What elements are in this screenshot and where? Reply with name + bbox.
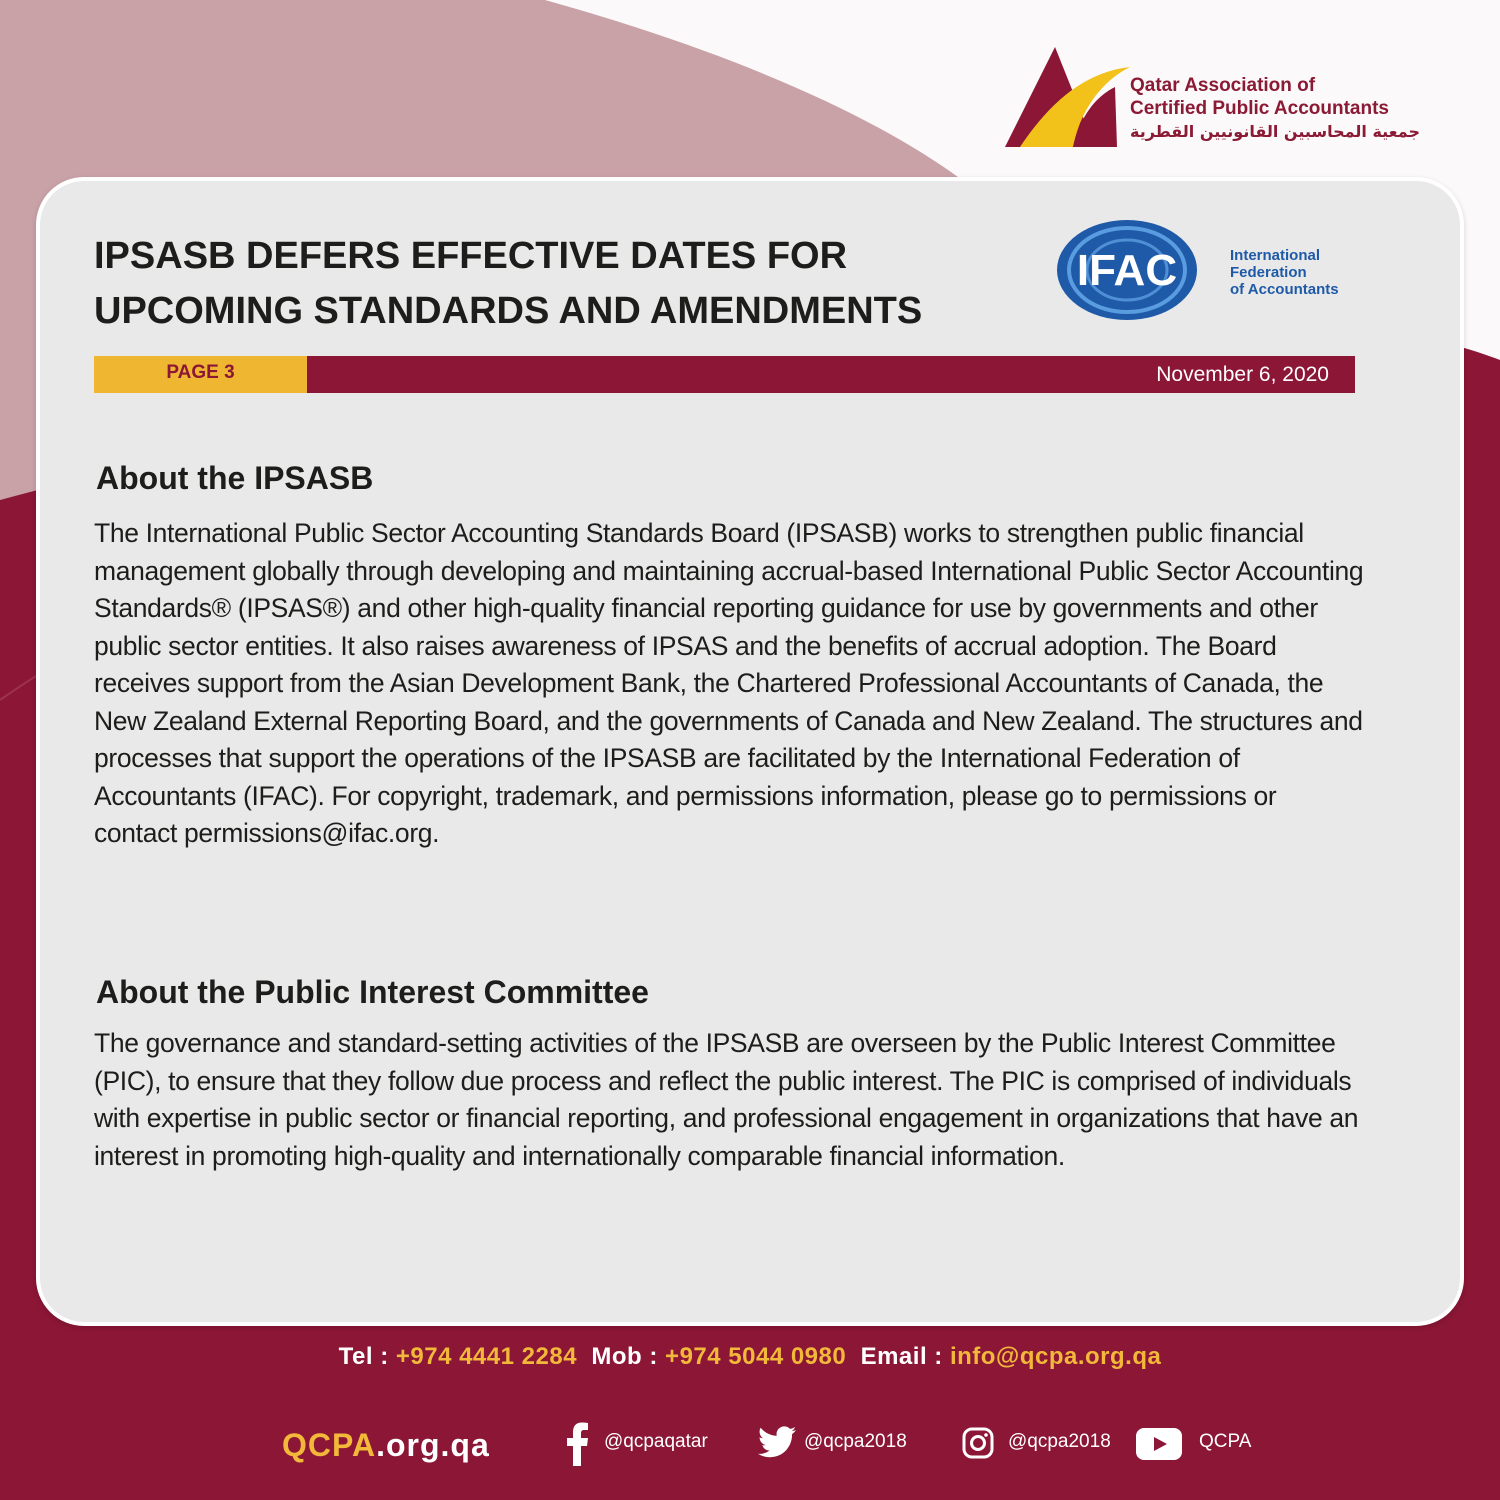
ifac-line1: International bbox=[1230, 247, 1321, 264]
website-link[interactable] bbox=[282, 1422, 490, 1468]
site-domain: .org.qa bbox=[376, 1427, 490, 1463]
instagram-handle[interactable]: @qcpa2018 bbox=[1008, 1431, 1111, 1452]
contact-line bbox=[0, 1340, 1500, 1374]
mob-number[interactable]: +974 5044 0980 bbox=[665, 1343, 847, 1370]
twitter-handle[interactable]: @qcpa2018 bbox=[804, 1431, 907, 1452]
headline: IPSASB DEFERS EFFECTIVE DATES FOR UPCOMING STANDARDS AND AMENDMENTS bbox=[94, 235, 923, 332]
site-brand: QCPA bbox=[282, 1427, 377, 1463]
youtube-icon[interactable] bbox=[1136, 1428, 1182, 1460]
facebook-icon[interactable] bbox=[566, 1422, 590, 1466]
tel-label: Tel : bbox=[338, 1343, 389, 1370]
tel-number[interactable]: +974 4441 2284 bbox=[395, 1343, 578, 1370]
ifac-line2: Federation bbox=[1230, 264, 1307, 281]
section-body-pic: The governance and standard-setting activities of the IPSASB are overseen by the Public Interest Committee (PIC), to ensure that they follow due process and reflect the public interest. The PIC is comprised of individuals with expertise in public sector or financial reporting, and professional engagement in organizations that have an interest in promoting high-quality and internationally comparable financial information. bbox=[94, 1028, 1359, 1171]
page-number: PAGE 3 bbox=[94, 356, 307, 393]
instagram-icon[interactable] bbox=[962, 1427, 994, 1459]
qcpa-name bbox=[1130, 74, 1420, 144]
qcpa-logo-icon bbox=[995, 42, 1135, 157]
section-title-ipsasb: About the IPSASB bbox=[96, 460, 374, 496]
twitter-icon[interactable] bbox=[758, 1426, 796, 1458]
social-row bbox=[0, 1420, 1500, 1480]
email-label: Email : bbox=[860, 1343, 943, 1370]
qcpa-name-arabic: جمعية المحاسبين القانونيين القطرية bbox=[1130, 122, 1420, 141]
facebook-handle[interactable]: @qcpaqatar bbox=[604, 1431, 708, 1452]
ifac-logo-text: IFAC bbox=[1076, 246, 1178, 295]
publish-date: November 6, 2020 bbox=[1156, 363, 1329, 386]
qcpa-name-line1: Qatar Association of bbox=[1130, 75, 1316, 96]
mob-label: Mob : bbox=[591, 1343, 658, 1370]
section-title-pic: About the Public Interest Committee bbox=[96, 974, 649, 1010]
section-body-ipsasb: The International Public Sector Accounting Standards Board (IPSASB) works to strengthen public financial management globally through developing and maintaining accrual-based International Public Sector Accounting Standards® (IPSAS®) and other high-quality financial reporting guidance for use by governments and other public sector entities. It also raises awareness of IPSAS and the benefits of accrual adoption. The Board receives support from the Asian Development Bank, the Chartered Professional Accountants of Canada, the New Zealand External Reporting Board, and the governments of Canada and New Zealand. The structures and processes that support the operations of the IPSASB are facilitated by the International Federation of Accountants (IFAC). For copyright, trademark, and permissions information, please go to permissions or contact permissions@ifac.org. bbox=[94, 518, 1364, 848]
ifac-logo-icon bbox=[1055, 218, 1355, 324]
ifac-line3: of Accountants bbox=[1230, 281, 1339, 298]
youtube-handle[interactable]: QCPA bbox=[1199, 1431, 1252, 1452]
page-bar bbox=[94, 356, 1355, 393]
qcpa-name-line2: Certified Public Accountants bbox=[1130, 98, 1389, 119]
email-link[interactable]: info@qcpa.org.qa bbox=[949, 1343, 1162, 1370]
